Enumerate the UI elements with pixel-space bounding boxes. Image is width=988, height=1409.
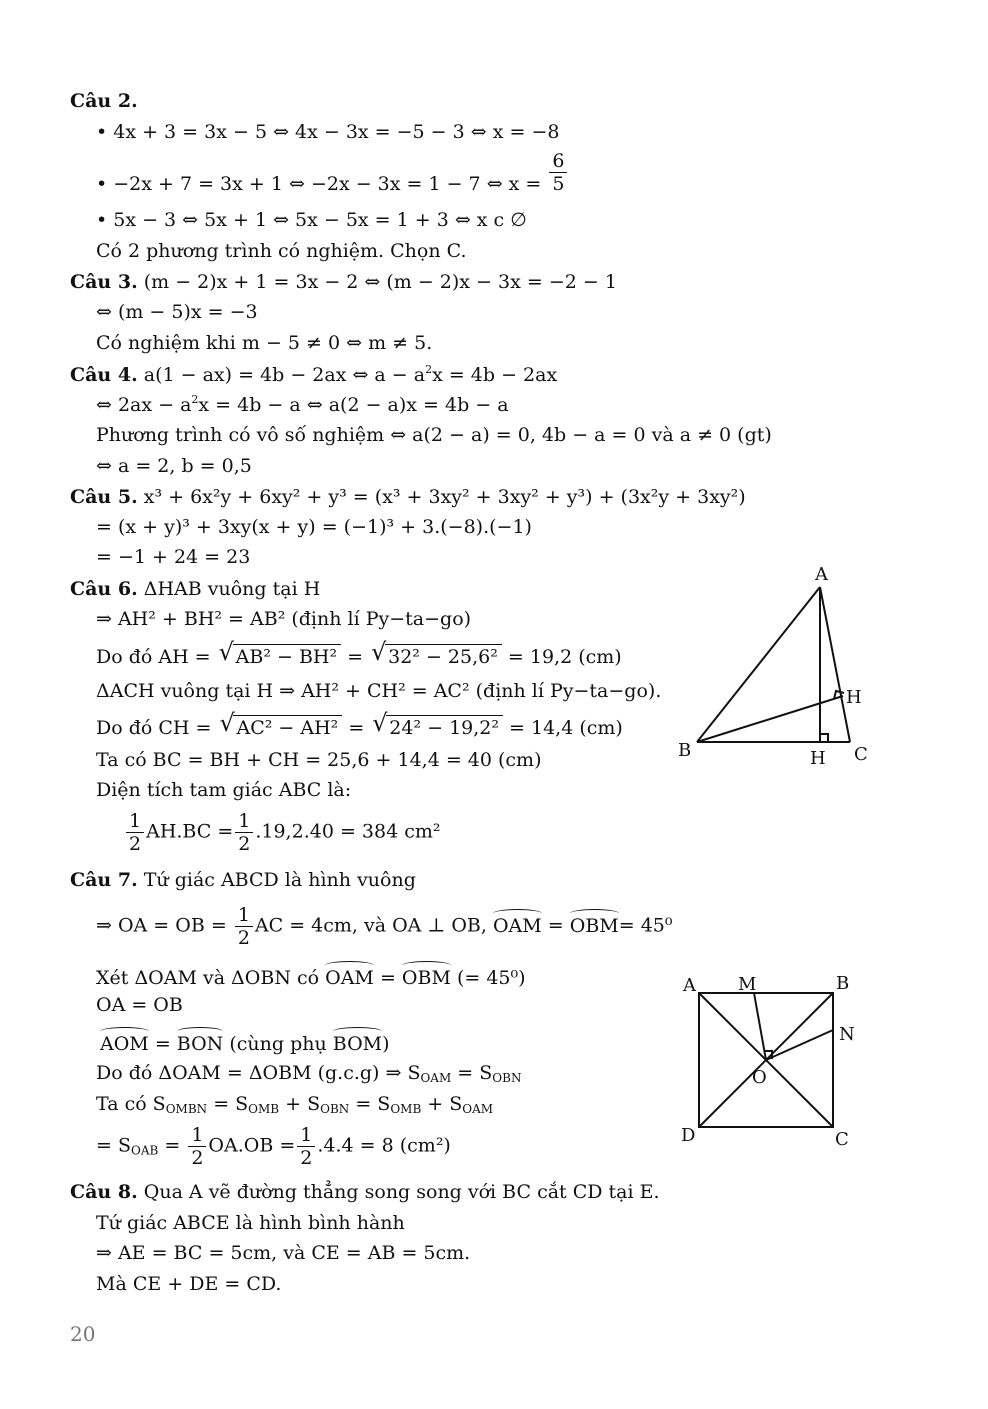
label-b: B <box>836 973 850 994</box>
cau6-line7: Diện tích tam giác ABC là: <box>96 779 352 801</box>
arc-obm: OBM <box>570 911 619 937</box>
sqrt-ab-bh: √ AB² − BH² <box>219 644 341 668</box>
label-a: A <box>815 564 828 585</box>
label-h-right: H <box>846 687 862 708</box>
cau4-line4: ⇔ a = 2, b = 0,5 <box>96 455 252 477</box>
square-figure <box>675 965 865 1155</box>
cau8-line4: Mà CE + DE = CD. <box>96 1273 282 1295</box>
cau7-line3: Xét ΔOAM và ΔOBN có OAM = OBM (= 45⁰) <box>96 963 526 989</box>
label-o: O <box>752 1067 767 1088</box>
label-n: N <box>839 1024 855 1045</box>
cau2-line2: • −2x + 7 = 3x + 1 ⇔ −2x − 3x = 1 − 7 ⇔ x = $\frac{6}{5}$ <box>96 150 569 195</box>
cau7-line4: OA = OB <box>96 994 183 1016</box>
edge-ab <box>697 587 820 742</box>
cau6-line4: ΔACH vuông tại H ⇒ AH² + CH² = AC² (định lí Py−ta−go). <box>96 680 662 702</box>
label-a: A <box>683 975 696 996</box>
page-number: 20 <box>70 1322 96 1346</box>
segment-on <box>766 1030 833 1060</box>
cau7-line7: Ta có $S_{OMBN} = S_{OMB} + S_{OBN} = S_{OMB} + S_{OAM}$ <box>96 1093 494 1116</box>
cau2-conclusion: Có 2 phương trình có nghiệm. Chọn C. <box>96 240 467 262</box>
arc-bom: BOM <box>333 1029 382 1055</box>
cau6-line6: Ta có BC = BH + CH = 25,6 + 14,4 = 40 (cm) <box>96 749 542 771</box>
cau6-line1: Câu 6. ΔHAB vuông tại H <box>70 578 321 600</box>
cau3-line3: Có nghiệm khi m − 5 ≠ 0 ⇔ m ≠ 5. <box>96 332 433 354</box>
cau3-line2: ⇔ (m − 5)x = −3 <box>96 301 258 323</box>
cau4-line2: ⇔ $2ax - a^2x = 4b - a$ ⇔ a(2 − a)x = 4b − a <box>96 393 509 416</box>
cau6-line3: Do đó AH = √ AB² − BH² = √ 32² − 25,6² = 19,2 (cm) <box>96 644 622 668</box>
cau5-line1: Câu 5. x³ + 6x²y + 6xy² + y³ = (x³ + 3xy² + 3xy² + y³) + (3x²y + 3xy²) <box>70 486 746 508</box>
label-c: C <box>854 744 868 765</box>
cau2-fraction: $\frac{6}{5}$ <box>549 150 567 195</box>
cau4-line1: Câu 4. a(1 − ax) = 4b − 2ax ⇔ $a - a^2x = 4b - 2ax$ <box>70 363 558 386</box>
cau7-line8: = $S_{OAB}$ = $\frac{1}{2}$ OA.OB = $\frac{1}{2}$ .4.4 = 8 (cm²) <box>96 1124 451 1169</box>
label-d: D <box>681 1125 696 1146</box>
label-c: C <box>835 1129 849 1150</box>
cau7-line6: Do đó ΔOAM = ΔOBM (g.c.g) ⇒ $S_{OAM} = S_{OBN}$ <box>96 1062 522 1085</box>
arc-bon: BON <box>177 1029 224 1055</box>
label-b: B <box>678 740 692 761</box>
cau6-line2: ⇒ AH² + BH² = AB² (định lí Py−ta−go) <box>96 608 472 630</box>
sqrt-ac-ah: √ AC² − AH² <box>219 715 342 739</box>
cau3-line1: Câu 3. (m − 2)x + 1 = 3x − 2 ⇔ (m − 2)x − 3x = −2 − 1 <box>70 271 617 293</box>
cau7-line2: ⇒ OA = OB = $\frac{1}{2}$ AC = 4cm, và OA ⊥ OB, OAM = OBM= 45⁰ <box>96 904 673 949</box>
altitude-bh <box>697 696 843 742</box>
cau2-title: Câu 2. <box>70 90 138 112</box>
cau2-line1: • 4x + 3 = 3x − 5 ⇔ 4x − 3x = −5 − 3 ⇔ x = −8 <box>96 121 560 143</box>
label-m: M <box>738 974 757 995</box>
cau7-line5: AOM = BON (cùng phụ BOM) <box>100 1029 390 1055</box>
right-angle-mark-h <box>820 734 828 742</box>
cau5-line3: = −1 + 24 = 23 <box>96 546 251 568</box>
label-h-bottom: H <box>810 748 826 769</box>
cau5-line2: = (x + y)³ + 3xy(x + y) = (−1)³ + 3.(−8).(−1) <box>96 516 532 538</box>
cau8-line3: ⇒ AE = BC = 5cm, và CE = AB = 5cm. <box>96 1242 471 1264</box>
sqrt-numeric-ch: √ 24² − 19,2² <box>372 715 503 739</box>
triangle-figure <box>670 560 890 775</box>
arc-oam: OAM <box>493 911 542 937</box>
cau8-line1: Câu 8. Qua A vẽ đường thẳng song song với BC cắt CD tại E. <box>70 1181 660 1203</box>
cau4-line3: Phương trình có vô số nghiệm ⇔ a(2 − a) = 0, 4b − a = 0 và a ≠ 0 (gt) <box>96 424 772 446</box>
cau7-line1: Câu 7. Tứ giác ABCD là hình vuông <box>70 869 416 891</box>
cau2-line3: • 5x − 3 ⇔ 5x + 1 ⇔ 5x − 5x = 1 + 3 ⇔ x c ∅ <box>96 209 527 231</box>
cau6-line5: Do đó CH = √ AC² − AH² = √ 24² − 19,2² = 14,4 (cm) <box>96 715 623 739</box>
sqrt-numeric-ah: √ 32² − 25,6² <box>371 644 502 668</box>
edge-ac <box>820 587 850 742</box>
arc-aom: AOM <box>100 1029 149 1055</box>
cau6-area-formula: $\frac{1}{2}$ AH.BC = $\frac{1}{2}$ .19,2.40 = 384 cm² <box>124 810 440 855</box>
cau8-line2: Tứ giác ABCE là hình bình hành <box>96 1212 405 1234</box>
